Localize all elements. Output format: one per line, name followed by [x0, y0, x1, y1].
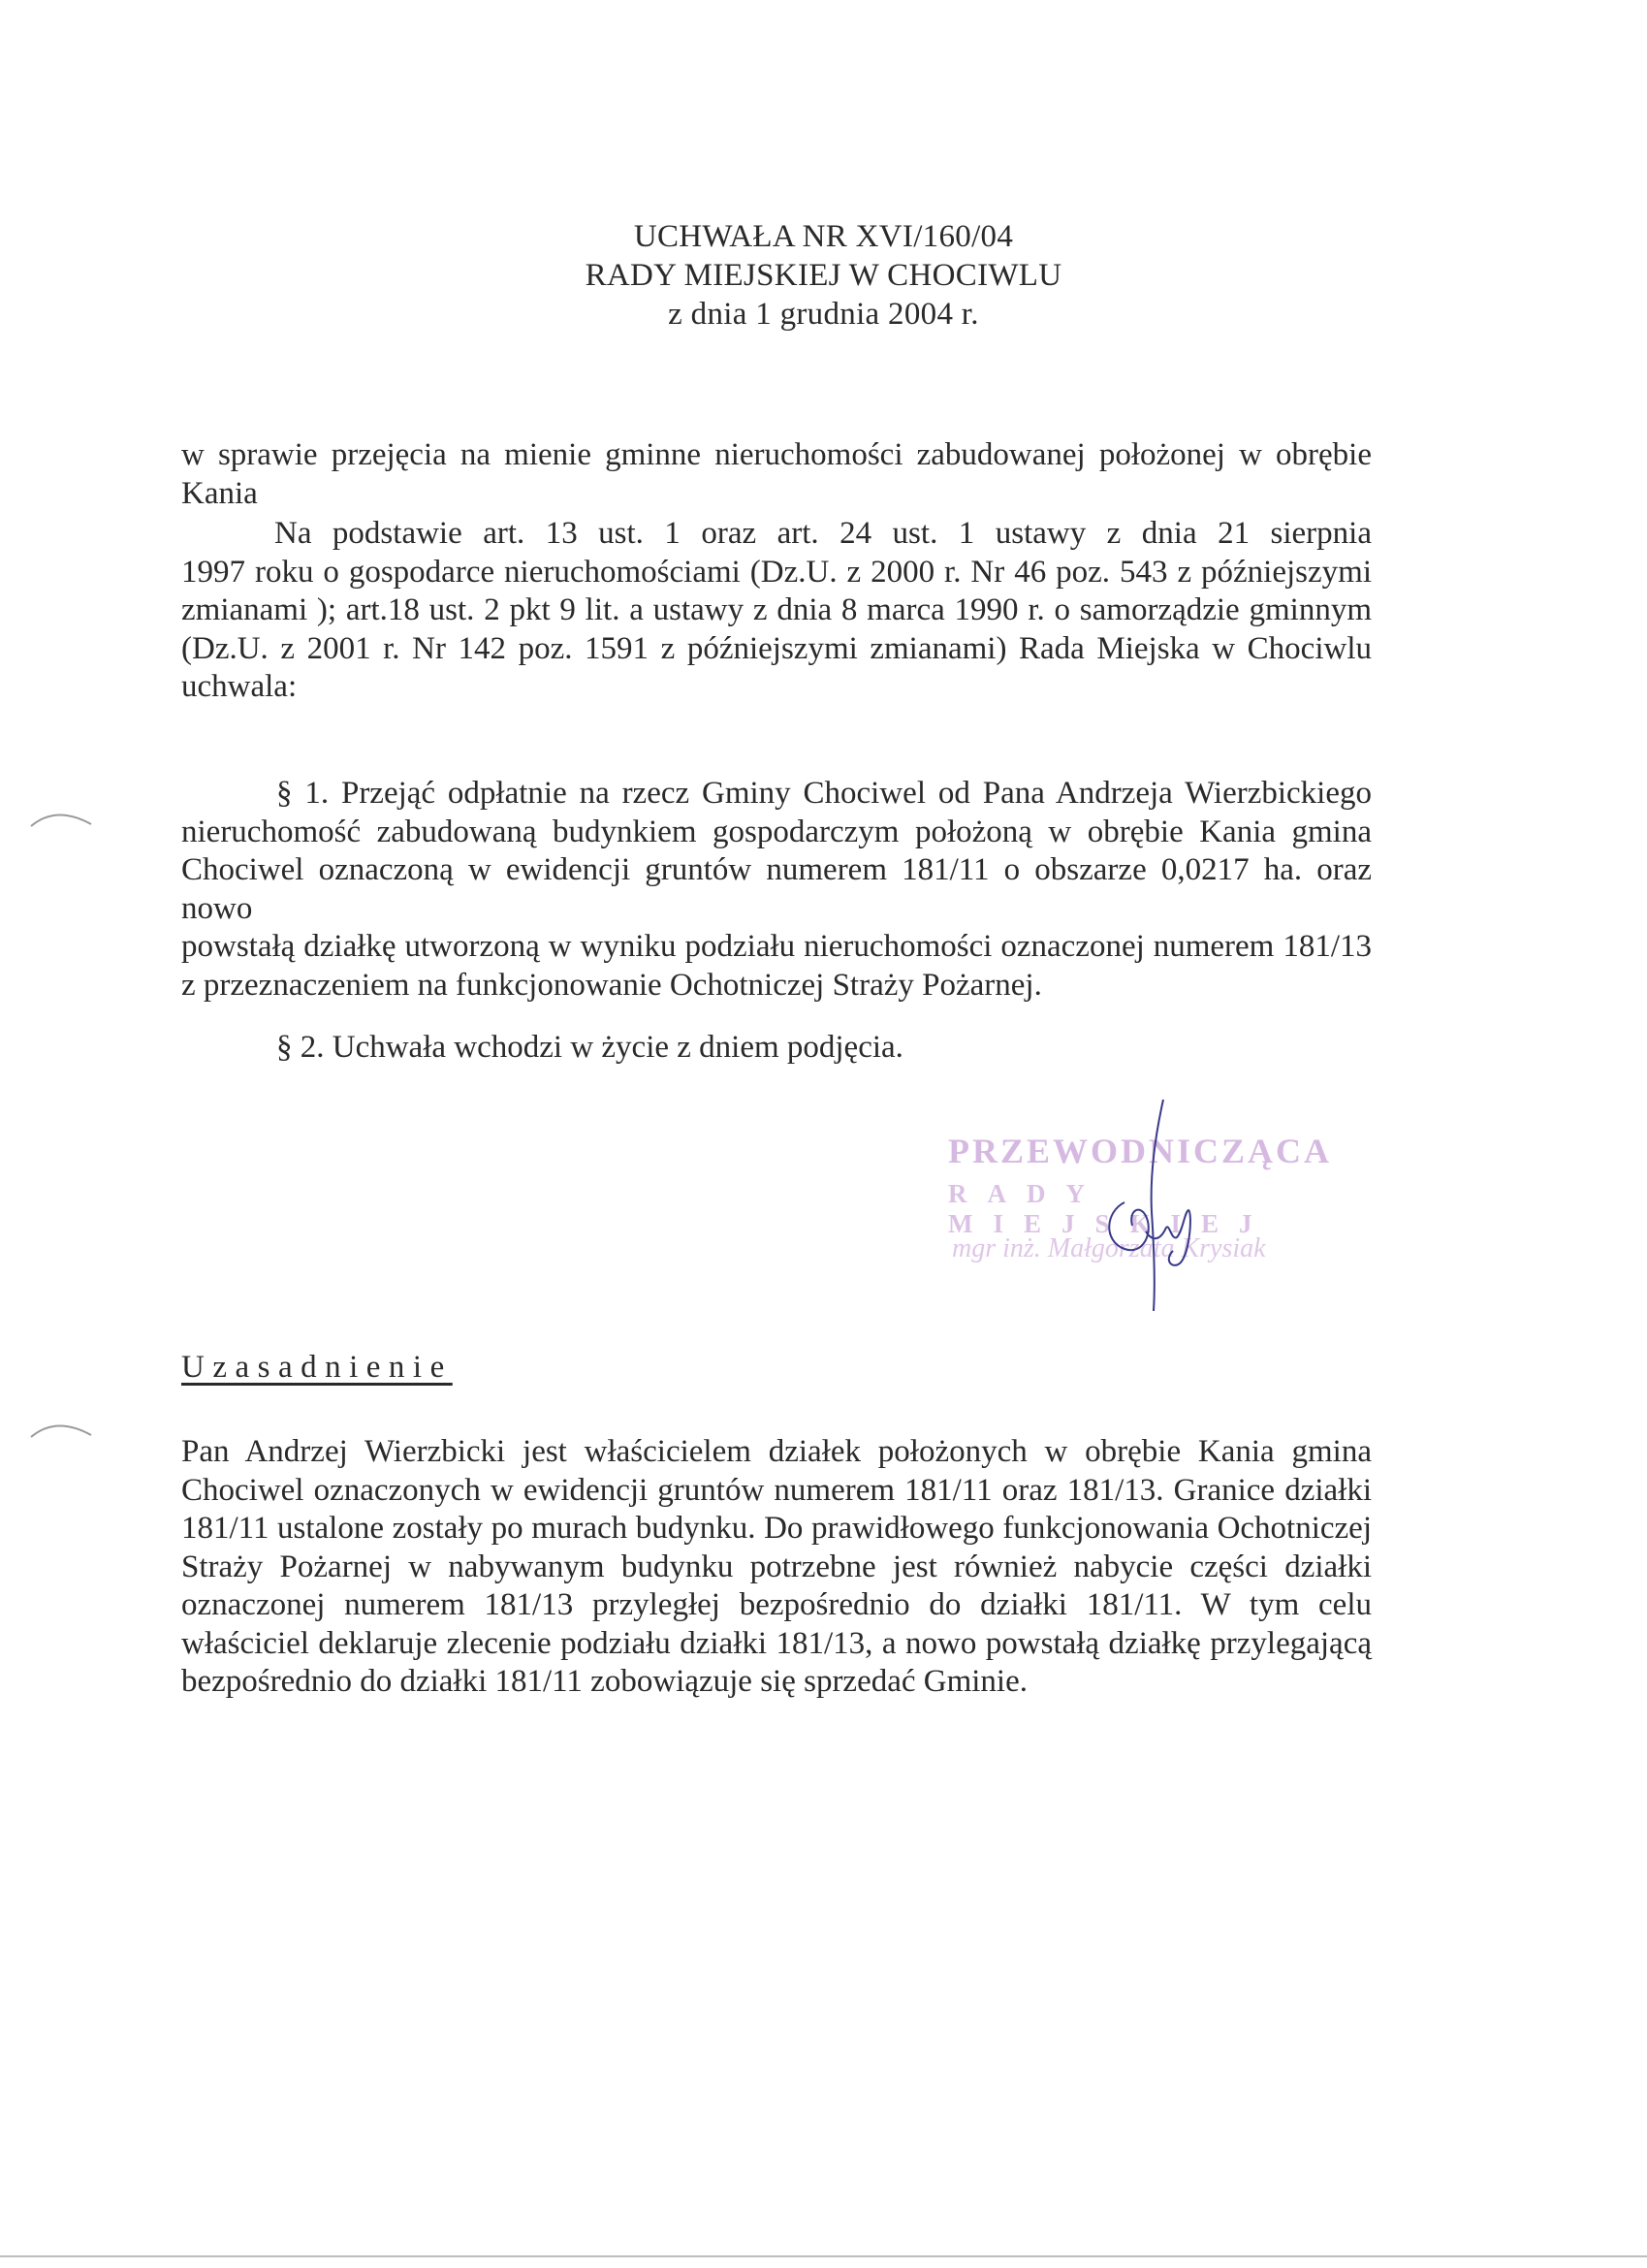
council-name: RADY MIEJSKIEJ W CHOCIWLU: [585, 258, 1062, 293]
legal-basis-line: (Dz.U. z 2001 r. Nr 142 poz. 1591 z późniejszymi zmianami) Rada Miejska w Chociwlu: [181, 630, 1372, 666]
stamp-name: mgr inż. Małgorzata Krysiak: [952, 1233, 1266, 1263]
resolution-date: z dnia 1 grudnia 2004 r.: [668, 297, 979, 332]
justification-line: oznaczonej numerem 181/13 przyległej bezpośrednio do działki 181/11. W tym celu: [181, 1587, 1372, 1622]
subject-line: w sprawie przejęcia na mienie gminne nieruchomości zabudowanej położonej w obrębie: [181, 437, 1372, 472]
stamp-council: RADY MIEJSKIEJ: [948, 1179, 1273, 1238]
justification-line: Pan Andrzej Wierzbicki jest właścicielem działek położonych w obrębie Kania gmina: [181, 1434, 1372, 1469]
section-2: § 2. Uchwała wchodzi w życie z dniem podjęcia.: [276, 1030, 903, 1065]
legal-basis-line: 1997 roku o gospodarce nieruchomościami (Dz.U. z 2000 r. Nr 46 poz. 543 z późniejszymi: [181, 554, 1372, 590]
section-1: [181, 775, 1372, 1005]
section-1-line: powstałą działkę utworzoną w wyniku podziału nieruchomości oznaczonej numerem 181/13: [181, 929, 1372, 964]
margin-mark: [27, 803, 97, 832]
page-edge-divider: [0, 2255, 1647, 2257]
justification-title: Uzasadnienie: [181, 1350, 453, 1385]
section-1-line: z przeznaczeniem na funkcjonowanie Ochotniczej Straży Pożarnej.: [181, 967, 1042, 1003]
section-1-line: nieruchomość zabudowaną budynkiem gospodarczym położoną w obrębie Kania gmina: [181, 814, 1372, 849]
margin-mark: [27, 1414, 97, 1443]
justification-line: bezpośrednio do działki 181/11 zobowiązuje się sprzedać Gminie.: [181, 1664, 1029, 1699]
stamp-title: PRZEWODNICZĄCA: [948, 1132, 1333, 1170]
subject-paragraph: [181, 436, 1372, 513]
section-1-line: § 1. Przejąć odpłatnie na rzecz Gminy Chociwel od Pana Andrzeja Wierzbickiego: [276, 776, 1372, 811]
legal-basis-line: Na podstawie art. 13 ust. 1 oraz art. 24 ust. 1 ustawy z dnia 21 sierpnia: [274, 516, 1372, 551]
section-1-line: Chociwel oznaczoną w ewidencji gruntów numerem 181/11 o obszarze 0,0217 ha. oraz nowo: [181, 852, 1372, 926]
justification-line: Straży Pożarnej w nabywanym budynku potrzebne jest również nabycie części działki: [181, 1549, 1372, 1584]
legal-basis-line: uchwala:: [181, 669, 298, 704]
justification-line: 181/11 ustalone zostały po murach budynku. Do prawidłowego funkcjonowania Ochotniczej: [181, 1511, 1372, 1546]
legal-basis-line: zmianami ); art.18 ust. 2 pkt 9 lit. a ustawy z dnia 8 marca 1990 r. o samorządzie gminnym: [181, 592, 1372, 627]
justification-line: właściciel deklaruje zlecenie podziału działki 181/13, a nowo powstałą działkę przylegającą: [181, 1625, 1372, 1661]
justification-paragraph: [181, 1433, 1372, 1702]
handwritten-signature: [1095, 1096, 1212, 1314]
subject-line: Kania: [181, 475, 258, 511]
legal-basis-paragraph: [181, 515, 1372, 707]
resolution-number: UCHWAŁA NR XVI/160/04: [633, 219, 1014, 254]
justification-line: Chociwel oznaczonych w ewidencji gruntów numerem 181/11 oraz 181/13. Granice działki: [181, 1472, 1372, 1508]
